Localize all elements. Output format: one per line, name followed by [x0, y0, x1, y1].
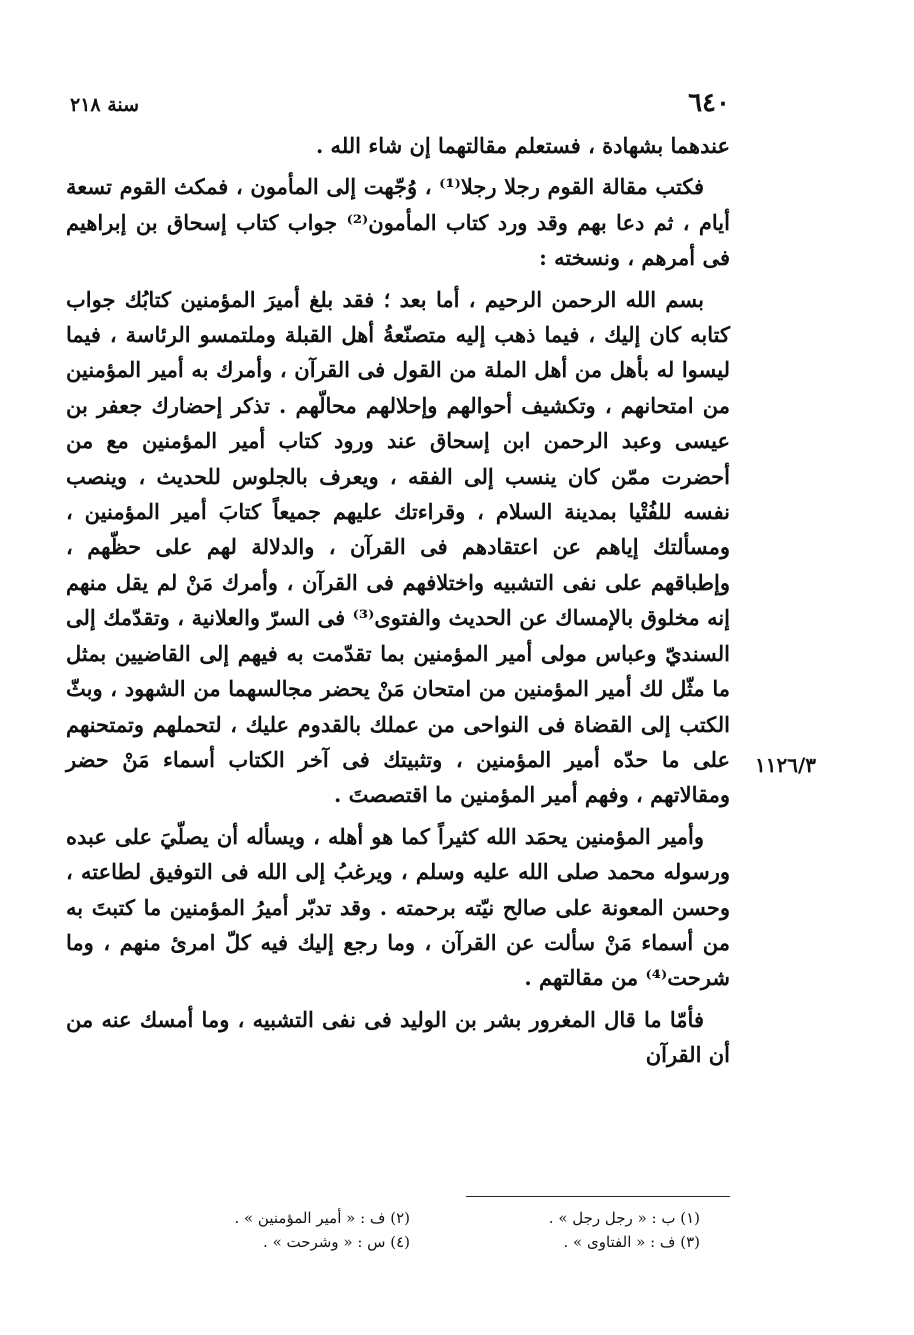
- footnote-divider: [466, 1196, 730, 1197]
- footnote-2: (٢) ف : « أمير المؤمنين » .: [234, 1209, 410, 1227]
- page-header: [70, 88, 730, 122]
- footnote-3: (٣) ف : « الفتاوى » .: [563, 1233, 700, 1251]
- paragraph-2: فكتب مقالة القوم رجلا رجلا⁽¹⁾ ، وُجّهت إلى المأمون ، فمكث القوم تسعة أيام ، ثم دعا بهم وقد ورد كتاب المأمون⁽²⁾ جواب كتاب إسحاق بن إبراهيم فى أمرهم ، ونسخته :: [66, 174, 730, 271]
- paragraph-5: فأمّا ما قال المغرور بشر بن الوليد فى نفى التشبيه ، وما أمسك عنه من أن القرآن: [66, 1006, 730, 1068]
- footnote-row: [160, 1206, 700, 1230]
- margin-reference: ١١٢٦/٣: [755, 753, 817, 777]
- body-text: [66, 128, 730, 1079]
- paragraph-3: بسم الله الرحمن الرحيم ، أما بعد ؛ فقد بلغ أميرَ المؤمنين كتابُك جواب كتابه كان إليك ، فيما ذهب إليه متصنّعةُ أهل القبلة وملتمسو الرئاسة ، فيما ليسوا له بأهل من أهل الملة من القول فى القرآن ، وأمرك به أمير المؤمنين من امتحانهم ، وتكشيف أحوالهم وإحلالهم محالّهم . تذكر إحضارك جعفر بن عيسى وعبد الرحمن ابن إسحاق عند ورود كتاب أمير المؤمنين مع من أحضرت ممّن كان ينسب إلى الفقه ، ويعرف بالجلوس للحديث ، وينصب نفسه للفُتْيا بمدينة السلام ، وقراءتك عليهم جميعاً كتابَ أمير المؤمنين ، ومسألتك إياهم عن اعتقادهم فى القرآن ، والدلالة لهم على حظّهم ، وإطباقهم على نفى التشبيه واختلافهم فى القرآن ، وأمرك مَنْ لم يقل منهم إنه مخلوق بالإمساك عن الحديث والفتوى⁽³⁾ فى السرّ والعلانية ، وتقدّمك إلى السنديّ وعباس مولى أمير المؤمنين بما تقدّمت به فيهم إلى القاضيين بمثل ما مثّل لك أمير المؤمنين من امتحان مَنْ يحضر مجالسهما من الشهود ، وبثّ الكتب إلى القضاة فى النواحى من عملك بالقدوم عليك ، لتحملهم وتمتحنهم على ما حدّه أمير المؤمنين ، وتثبيتك فى آخر الكتاب أسماء مَنْ حضر ومقالاتهم ، وفهم أمير المؤمنين ما اقتصصتَ .: [66, 286, 731, 808]
- footnote-row: [160, 1230, 700, 1254]
- running-head: سنة ٢١٨: [70, 94, 140, 116]
- footnotes: [160, 1206, 700, 1254]
- footnote-1: (١) ب : « رجل رجل » .: [548, 1209, 700, 1227]
- page-number: ٦٤٠: [688, 88, 730, 118]
- paragraph-4: وأمير المؤمنين يحمَد الله كثيراً كما هو أهله ، ويسأله أن يصلّيَ على عبده ورسوله محمد صلى الله عليه وسلم ، ويرغبُ إلى الله فى التوفيق لطاعته ، وحسن المعونة على صالح نيّته برحمته . وقد تدبّر أميرُ المؤمنين ما كتبتَ به من أسماء مَنْ سألت عن القرآن ، وما رجع إليك فيه كلّ امرئ منهم ، وما شرحت⁽⁴⁾ من مقالتهم .: [66, 823, 730, 991]
- footnote-4: (٤) س : « وشرحت » .: [263, 1233, 410, 1251]
- paragraph-1: عندهما بشهادة ، فستعلم مقالتهما إن شاء الله .: [315, 133, 730, 158]
